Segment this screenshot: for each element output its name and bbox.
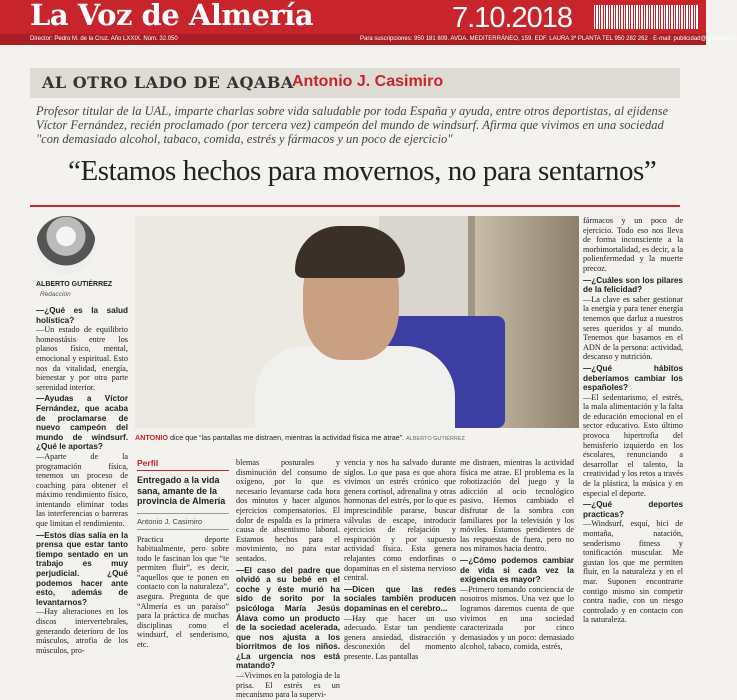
- caption-name: ANTONIO: [135, 433, 169, 442]
- article-lead: Profesor titular de la UAL, imparte charlas sobre vida saludable por toda España y ayuda, entre otros deportistas, al ejidense Víctor Fernández, recién proclamado (por tercera vez) campeón del mundo de windsurf. Afirma que vivimos en una sociedad "con demasiado alcohol, tabaco, comida, estrés y fármacos y un poco de ejercicio": [36, 104, 669, 146]
- interview-paragraph: [583, 216, 683, 274]
- interview-question: —¿Qué deportes practicas?: [583, 500, 683, 519]
- director-credit: Director: Pedro M. de la Cruz. Año LXXIX. Núm. 32.050: [30, 36, 178, 42]
- divider: [30, 205, 680, 207]
- perfil-label: Perfil: [137, 458, 229, 471]
- interview-answer: —El sedentarismo, el estrés, la mala alimentación y la falta de educación emocional en el sector educativo. Esto último provoca hipertrofia del hemisferio izquierdo en los escolares, renunciando a desarrollar el talento, la creatividad y los retos a través de la plástica, la música y en especial el deporte.: [583, 392, 683, 498]
- caption-text: dice que “las pantallas me distraen, mientras la actividad física me atrae”.: [168, 433, 405, 442]
- column-3: [236, 458, 340, 700]
- credits-bar: [0, 34, 737, 45]
- interview-paragraph: [236, 458, 340, 564]
- interview-paragraph: [583, 276, 683, 362]
- interview-paragraph: [460, 458, 574, 554]
- interview-paragraph: [236, 566, 340, 700]
- interview-paragraph: [36, 531, 128, 656]
- interview-question: —¿Cómo podemos cambiar de vida si cada vez la exigencia es mayor?: [460, 555, 574, 585]
- section-author: Antonio J. Casimiro: [292, 73, 444, 90]
- column-5: [460, 458, 574, 668]
- interview-answer: me distraen, mientras la actividad física me atrae. El problema es la robotización del juego y la adicción al ocio tecnológico pasivo. Hemos cambiado el disfrutar de la sombra con familiares por la televisión y los móviles. Estamos pendientes de las respuestas de fuera, pero no nos miramos hacia dentro.: [460, 458, 574, 554]
- perfil-box: [137, 458, 229, 658]
- interview-answer: fármacos y un poco de ejercicio. Todo eso nos lleva de forma inconsciente a la morbimortalidad, es decir, a la polienfermedad y la muerte precoz.: [583, 216, 683, 273]
- interview-paragraph: [583, 500, 683, 625]
- interview-paragraph: [36, 394, 128, 528]
- interview-question: —¿Qué hábitos deberíamos cambiar los españoles?: [583, 363, 683, 393]
- interview-question: —Ayudas a Víctor Fernández, que acaba de proclamarse de nuevo campeón del mundo de windsurf. ¿Qué le aportas?: [36, 394, 128, 452]
- perfil-author: Antonio J. Casimiro: [137, 513, 229, 530]
- interview-answer: —Vivimos en la patología de la prisa. El estrés es un mecanismo para la supervi-: [236, 671, 340, 700]
- interview-answer: vencia y nos ha salvado durante siglos. Lo que pasa es que ahora vivimos un estrés crónico que genera cortisol, adrenalina y otras hormonas del estrés, por lo que es imprescindible pararse, buscar válvulas de escape, introducir ejercicios de relajación y respiración y por supuesto actividad física. Esta genera relajantes como endorfinas o dopaminas en el sistema nervioso central.: [344, 458, 456, 583]
- interview-answer: —Windsurf, esquí, bici de montaña, natación, senderismo fitness y tonificación muscular. Me gustan los que me permiten fluir, en la naturaleza y en el mar. Suponen encontrarte contigo mismo sin competir contra nadie, con un riesgo controlado y en contacto con la naturaleza.: [583, 519, 683, 625]
- byline-name: ALBERTO GUTIÉRREZ: [36, 281, 113, 288]
- interview-photo: [135, 216, 579, 428]
- interview-paragraph: [583, 364, 683, 498]
- interview-question: —¿Cuáles son los pilares de la felicidad?: [583, 275, 683, 295]
- interview-answer: —Un estado de equilibrio homeostásis entre los planos físico, mental, emocional y espiritual. Esto nos da vitalidad, energía, bienestar y por otra parte serenidad interior.: [36, 325, 128, 392]
- contact-credit: Para suscripciones: 950 181 809. AVDA. MEDITERRÁNEO, 159. EDF. LAURA 3ª PLANTA TEL 950 282 262 · E-mail: publicidad@grupo3d.es: [360, 36, 737, 42]
- photo-caption: [135, 433, 465, 442]
- interview-paragraph: [460, 556, 574, 652]
- interview-answer: —La clave es saber gestionar la energía y para tener energía tenemos que darluz a nuestros seres queridos y al mundo. Tenemos que basarnos en el ADN de la persona: actividad, descanso y nutrición.: [583, 294, 683, 362]
- interview-answer: —Hay alteraciones en los discos intervertebrales, generando deterioro de los músculos, atrofia de los músculos, pro-: [36, 607, 128, 655]
- interview-paragraph: [344, 458, 456, 583]
- interview-paragraph: [36, 306, 128, 392]
- column-1: [36, 306, 128, 666]
- section-title: AL OTRO LADO DE AQABA: [42, 73, 294, 92]
- interview-answer: —Hay que hacer un uso adecuado. Estar tan pendiente genera ansiedad, distracción y desconexión del momento presente. Las pantallas: [344, 613, 456, 661]
- barcode-icon: [594, 5, 698, 29]
- interview-question: —¿Qué es la salud holística?: [36, 306, 128, 325]
- hair-shape: [295, 226, 405, 278]
- masthead: [0, 0, 706, 34]
- issue-date: 7.10.2018: [452, 2, 573, 34]
- column-4: [344, 458, 456, 668]
- interview-paragraph: [344, 585, 456, 662]
- column-6: [583, 216, 683, 668]
- interview-answer: —Aparte de la programación física, tenemos un proceso de coaching para obtener el máximo rendimiento físico, intentando eliminar todas las interferencias o barreras que limitan el rendimiento.: [36, 451, 128, 529]
- interview-question: —Dicen que las redes sociales también producen dopaminas en el cerebro...: [344, 584, 456, 613]
- interview-question: —El caso del padre que olvidó a su bebé en el coche y éste murió ha sido de sorito por la psicóloga María Jesús Álava como un producto de la sociedad acelerada, que nos ajusta a los biorritmos de los niños. ¿La urgencia nos está matando?: [236, 565, 340, 671]
- author-avatar: [36, 216, 96, 274]
- caption-photographer: ALBERTO GUTIÉRREZ: [406, 436, 465, 442]
- interview-answer: —Primero tomando conciencia de nosotros mismos. Una vez que lo logramos daremos cuenta de que vivimos en una sociedad caracterizada por cinco demasiados y un poco: demasiado alcohol, tabaco, comida, estrés,: [460, 584, 574, 652]
- headline: “Estamos hechos para movernos, no para sentarnos”: [68, 155, 657, 187]
- byline-role: Redacción: [40, 291, 71, 298]
- perfil-heading: Entregado a la vida sana, amante de la provincia de Almería: [137, 475, 226, 506]
- interview-question: —Estos días salía en la prensa que estar tanto tiempo sentado en un trabajo es muy perjudicial. ¿Qué podemos hacer ante esto, además de levantarnos?: [36, 530, 128, 607]
- interview-answer: blemas posturales y disminución del consumo de oxígeno, por lo que es necesario levantarse cada hora dos minutos y hacer algunos ejercicios compensatorios. El dolor de espalda es la primera causa de absentismo laboral. Estamos hechos para el movimiento, no para estar sentados.: [236, 458, 340, 563]
- newspaper-name: La Voz de Almería: [30, 0, 314, 32]
- perfil-body: Practica deporte habitualmente, pero sobre todo le fascinan los que “te permiten fluir”, es decir, “aquellos que te ponen en contacto con la naturaleza”, asegura. Pregunta de que “Almería es un paraíso” para la práctica de muchas disciplinas como el windsurf, el senderismo, etc.: [137, 534, 229, 650]
